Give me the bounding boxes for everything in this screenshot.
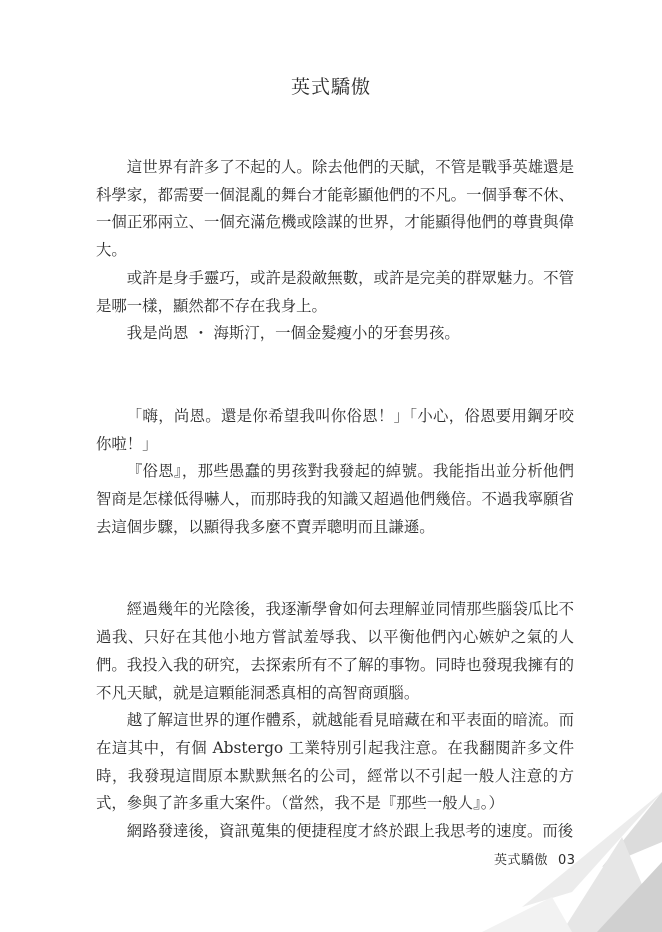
page-footer — [494, 849, 576, 868]
footer-title: 英式驕傲 — [494, 853, 549, 868]
paragraph: 越了解這世界的運作體系，就越能看見暗藏在和平表面的暗流。而在這其中，有個 Abstergo 工業特別引起我注意。在我翻閱許多文件時，我發現這間原本默默無名的公司，經常以不引起一般人注意的方式，參與了許多重大案件。（當然，我不是『那些一般人』。） — [96, 711, 574, 813]
section-break — [96, 541, 574, 596]
decorative-shards — [422, 742, 662, 932]
chapter-title: 英式驕傲 — [290, 76, 371, 98]
page-number: 03 — [558, 853, 576, 868]
paragraph: 或許是身手靈巧，或許是殺敵無數，或許是完美的群眾魅力。不管是哪一樣，顯然都不存在我身上。 — [96, 268, 574, 315]
section-break — [96, 348, 574, 403]
paragraph: 網路發達後，資訊蒐集的便捷程度才終於跟上我思考的速度。而後 — [126, 822, 574, 841]
paragraph: 這世界有許多了不起的人。除去他們的天賦，不管是戰爭英雄還是科學家，都需要一個混亂的舞台才能彰顯他們的不凡。一個爭奪不休、一個正邪兩立、一個充滿危機或陰謀的世界，才能顯得他們的尊貴與偉大。 — [96, 158, 574, 260]
paragraph: 「嗨，尚恩。還是你希望我叫你俗恩！」「小心，俗恩要用鋼牙咬你啦！」 — [96, 406, 574, 453]
paragraph: 我是尚恩 ・ 海斯汀，一個金髮瘦小的牙套男孩。 — [126, 324, 460, 343]
paragraph: 經過幾年的光陰後，我逐漸學會如何去理解並同情那些腦袋瓜比不過我、只好在其他小地方嘗試羞辱我、以平衡他們內心嫉妒之氣的人們。我投入我的研究，去探索所有不了解的事物。同時也發現我擁有的不凡天賦，就是這顆能洞悉真相的高智商頭腦。 — [96, 600, 574, 702]
paragraph: 『俗恩』，那些愚蠢的男孩對我發起的綽號。我能指出並分析他們智商是怎樣低得嚇人，而那時我的知識又超過他們幾倍。不過我寧願省去這個步驟，以顯得我多麼不賣弄聰明而且謙遜。 — [96, 462, 574, 536]
